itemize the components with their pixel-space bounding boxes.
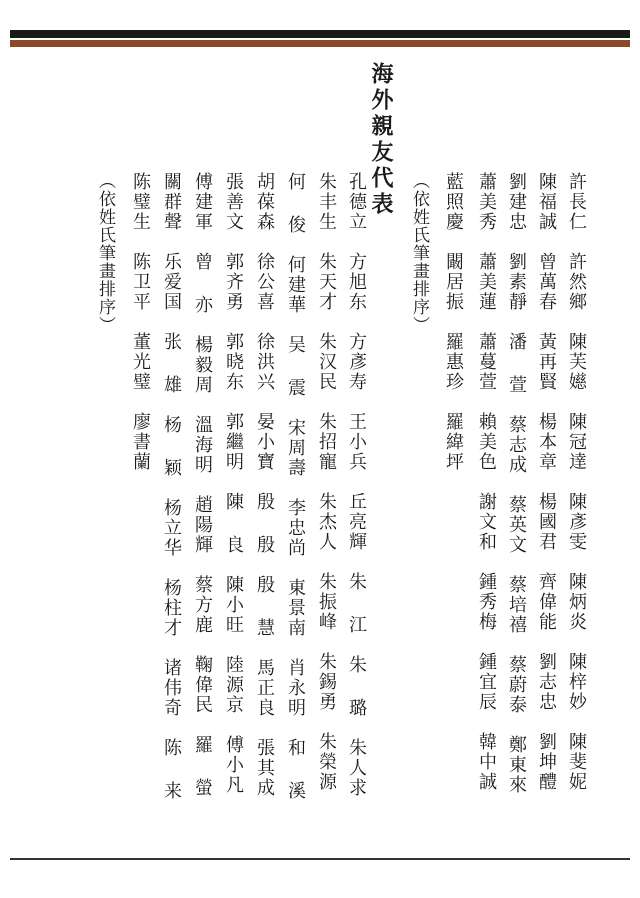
name-cell: 羅 螢 (192, 735, 213, 798)
name-cell: 郭晓东 (223, 332, 244, 392)
name-cell: 陳炳炎 (566, 572, 587, 632)
name-cell: 何 俊 (285, 172, 306, 235)
name-cell: 朱振峰 (316, 572, 337, 632)
name-cell: 蔡方鹿 (192, 575, 213, 635)
name-cell: 吴 震 (285, 335, 306, 398)
name-cell: 傅小凡 (223, 735, 244, 795)
name-cell: 陈 来 (161, 738, 182, 801)
name-column (537, 172, 555, 792)
name-cell: 楊國君 (536, 492, 557, 552)
name-cell: 陳彥雯 (566, 492, 587, 552)
name-column (347, 172, 365, 798)
name-cell: 鞠偉民 (192, 655, 213, 715)
sort-note: （依姓氏筆畫排序） (95, 172, 115, 334)
name-cell: 朱 璐 (346, 655, 367, 718)
name-cell: 朱人求 (346, 738, 367, 798)
name-cell: 晏小寶 (254, 412, 275, 472)
name-cell: 張善文 (223, 172, 244, 232)
name-cell: 蔡培禧 (506, 575, 527, 635)
name-cell: 鄭東來 (506, 735, 527, 795)
name-cell: 韓中誠 (476, 732, 497, 792)
name-cell: 曾 亦 (192, 252, 213, 315)
name-cell: 蔡志成 (506, 415, 527, 475)
name-cell: 朱丰生 (316, 172, 337, 232)
name-cell: 郭齐勇 (223, 252, 244, 312)
name-cell: 朱杰人 (316, 492, 337, 552)
name-cell: 賴美色 (476, 412, 497, 472)
name-cell: 羅惠珍 (443, 332, 464, 392)
name-cell: 朱汉民 (316, 332, 337, 392)
name-cell: 劉建忠 (506, 172, 527, 232)
header-rule-black (10, 30, 630, 38)
name-cell: 朱榮源 (316, 732, 337, 792)
name-cell: 闞居振 (443, 252, 464, 312)
name-cell: 殷 殷 (254, 492, 275, 555)
name-column (444, 172, 462, 472)
name-cell: 蔡蔚泰 (506, 655, 527, 715)
name-column (193, 172, 211, 798)
name-cell: 孔德立 (346, 172, 367, 232)
name-cell: 溫海明 (192, 415, 213, 475)
name-cell: 陳小旺 (223, 575, 244, 635)
name-cell: 陳斐妮 (566, 732, 587, 792)
name-cell: 杨 颖 (161, 415, 182, 478)
name-cell: 黃再賢 (536, 332, 557, 392)
name-cell: 廖書蘭 (130, 412, 151, 472)
name-cell: 张 雄 (161, 332, 182, 395)
name-cell: 王小兵 (346, 412, 367, 472)
name-cell: 蕭美蓮 (476, 252, 497, 312)
name-cell: 朱 江 (346, 572, 367, 635)
name-cell: 曾萬春 (536, 252, 557, 312)
name-cell: 杨柱才 (161, 578, 182, 638)
name-cell: 鍾宜辰 (476, 652, 497, 712)
name-cell: 楊本章 (536, 412, 557, 472)
name-column (477, 172, 495, 792)
name-cell: 楊毅周 (192, 335, 213, 395)
name-column (255, 172, 273, 798)
name-cell: 何建華 (285, 255, 306, 315)
name-cell: 丘亮輝 (346, 492, 367, 552)
name-cell: 李忠尚 (285, 498, 306, 558)
name-cell: 肖永明 (285, 658, 306, 718)
name-cell: 東景南 (285, 578, 306, 638)
name-column (317, 172, 335, 792)
name-cell: 乐爱国 (161, 252, 182, 312)
name-cell: 方彥寿 (346, 332, 367, 392)
name-cell: 朱錫勇 (316, 652, 337, 712)
name-cell: 蕭美秀 (476, 172, 497, 232)
name-cell: 蔡英文 (506, 495, 527, 555)
name-cell: 劉素靜 (506, 252, 527, 312)
name-cell: 方旭东 (346, 252, 367, 312)
name-cell: 殷 慧 (254, 575, 275, 638)
name-cell: 關群聲 (161, 172, 182, 232)
name-cell: 朱招寵 (316, 412, 337, 472)
name-cell: 朱天才 (316, 252, 337, 312)
name-cell: 和 溪 (285, 738, 306, 801)
name-cell: 陳芙嬨 (566, 332, 587, 392)
name-column (131, 172, 149, 472)
name-cell: 宋周壽 (285, 418, 306, 478)
name-cell: 胡葆森 (254, 172, 275, 232)
name-column (567, 172, 585, 792)
name-cell: 陈卫平 (130, 252, 151, 312)
name-column (162, 172, 180, 801)
name-cell: 羅緯坪 (443, 412, 464, 472)
page-title: 海外親友代表 (368, 62, 394, 218)
name-cell: 劉志忠 (536, 652, 557, 712)
name-cell: 張其成 (254, 738, 275, 798)
name-cell: 蕭蔓萱 (476, 332, 497, 392)
name-cell: 徐公喜 (254, 252, 275, 312)
name-cell: 陳梓妙 (566, 652, 587, 712)
sort-note: （依姓氏筆畫排序） (409, 172, 429, 334)
name-cell: 傅建軍 (192, 172, 213, 232)
name-cell: 杨立华 (161, 498, 182, 558)
name-cell: 诸伟奇 (161, 658, 182, 718)
name-cell: 郭繼明 (223, 412, 244, 472)
name-cell: 陳冠達 (566, 412, 587, 472)
name-cell: 馬正良 (254, 658, 275, 718)
name-cell: 許長仁 (566, 172, 587, 232)
name-cell: 陳福誠 (536, 172, 557, 232)
name-cell: 藍照慶 (443, 172, 464, 232)
name-column (286, 172, 304, 801)
name-cell: 潘 萱 (506, 332, 527, 395)
name-cell: 謝文和 (476, 492, 497, 552)
name-column (507, 172, 525, 795)
name-cell: 許然鄉 (566, 252, 587, 312)
name-cell: 陳 良 (223, 492, 244, 555)
name-cell: 鍾秀梅 (476, 572, 497, 632)
name-cell: 徐洪兴 (254, 332, 275, 392)
name-cell: 趙陽輝 (192, 495, 213, 555)
name-cell: 董光璧 (130, 332, 151, 392)
name-column (224, 172, 242, 795)
name-cell: 齊偉能 (536, 572, 557, 632)
name-cell: 陈璧生 (130, 172, 151, 232)
name-cell: 劉坤醴 (536, 732, 557, 792)
header-rule-brown (10, 40, 630, 47)
footer-rule (10, 858, 630, 860)
name-cell: 陸源京 (223, 655, 244, 715)
